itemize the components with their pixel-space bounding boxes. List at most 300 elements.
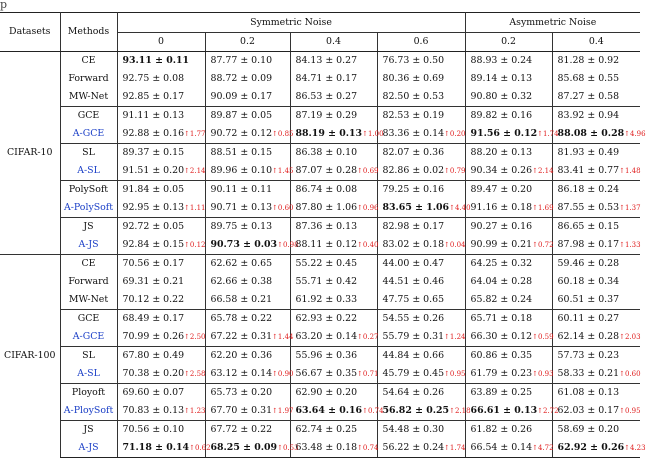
accuracy-value: 93.11 ± 0.11	[122, 55, 190, 66]
method-name: PolySoft	[60, 181, 117, 200]
result-cell	[205, 144, 290, 163]
accuracy-value: 90.27 ± 0.16	[470, 221, 533, 232]
result-cell	[377, 347, 465, 366]
accuracy-value: 88.08 ± 0.28	[557, 128, 625, 139]
accuracy-value: 86.53 ± 0.27	[295, 91, 358, 102]
accuracy-value: 87.80 ± 1.06	[295, 202, 358, 213]
table-row	[0, 236, 640, 255]
method-name: A-JS	[60, 439, 117, 458]
accuracy-value: 44.84 ± 0.66	[382, 350, 445, 361]
sym-rate-header: 0.4	[290, 33, 377, 52]
result-cell	[377, 52, 465, 71]
result-cell	[552, 365, 640, 384]
table-row	[0, 125, 640, 144]
accuracy-value: 56.22 ± 0.24	[382, 442, 445, 453]
improvement-delta: ↑0.95	[619, 407, 641, 415]
accuracy-value: 47.75 ± 0.65	[382, 294, 445, 305]
improvement-delta: ↑4.72	[532, 444, 554, 452]
accuracy-value: 88.11 ± 0.12	[295, 239, 358, 250]
improvement-delta: ↑4.96	[624, 130, 646, 138]
improvement-delta: ↑1.37	[619, 204, 641, 212]
accuracy-value: 56.82 ± 0.25	[382, 405, 450, 416]
improvement-delta: ↑1.44	[272, 333, 294, 341]
accuracy-value: 82.86 ± 0.02	[382, 165, 445, 176]
result-cell	[117, 181, 205, 200]
result-cell	[377, 273, 465, 291]
improvement-delta: ↑0.40	[357, 241, 379, 249]
accuracy-value: 88.93 ± 0.24	[470, 55, 533, 66]
accuracy-value: 84.13 ± 0.27	[295, 55, 358, 66]
result-cell	[290, 421, 377, 440]
accuracy-value: 55.22 ± 0.45	[295, 258, 358, 269]
accuracy-value: 44.51 ± 0.46	[382, 276, 445, 287]
accuracy-value: 54.64 ± 0.26	[382, 387, 445, 398]
improvement-delta: ↑2.72	[537, 407, 559, 415]
result-cell	[552, 273, 640, 291]
result-cell	[290, 402, 384, 421]
accuracy-value: 92.88 ± 0.16	[122, 128, 185, 139]
table-row	[0, 365, 640, 384]
result-cell	[205, 125, 294, 144]
result-cell	[552, 52, 640, 71]
accuracy-value: 61.92 ± 0.33	[295, 294, 358, 305]
result-cell	[205, 162, 294, 181]
result-cell	[205, 88, 290, 107]
result-cell	[465, 291, 552, 310]
result-cell	[117, 328, 205, 347]
symmetric-noise-header: Symmetric Noise	[117, 13, 465, 33]
result-cell	[377, 199, 471, 218]
result-cell	[205, 70, 290, 88]
accuracy-value: 90.09 ± 0.17	[210, 91, 273, 102]
result-cell	[205, 384, 290, 403]
method-name: A-GCE	[60, 125, 117, 144]
improvement-delta: ↑2.03	[619, 333, 641, 341]
accuracy-value: 87.77 ± 0.10	[210, 55, 273, 66]
accuracy-value: 84.71 ± 0.17	[295, 73, 358, 84]
asymmetric-noise-header: Asymmetric Noise	[465, 13, 640, 33]
improvement-delta: ↑2.14	[184, 167, 206, 175]
method-name: SL	[60, 347, 117, 366]
accuracy-value: 87.98 ± 0.17	[557, 239, 620, 250]
improvement-delta: ↑2.18	[449, 407, 471, 415]
result-cell	[117, 144, 205, 163]
accuracy-value: 82.53 ± 0.19	[382, 110, 445, 121]
table-row	[0, 181, 640, 200]
improvement-delta: ↑1.77	[184, 130, 206, 138]
accuracy-value: 70.83 ± 0.13	[122, 405, 185, 416]
result-cell	[290, 273, 377, 291]
result-cell	[205, 439, 299, 458]
accuracy-value: 86.38 ± 0.10	[295, 147, 358, 158]
result-cell	[377, 421, 465, 440]
accuracy-value: 91.84 ± 0.05	[122, 184, 185, 195]
accuracy-value: 67.72 ± 0.22	[210, 424, 273, 435]
accuracy-value: 63.48 ± 0.18	[295, 442, 358, 453]
table-row	[0, 291, 640, 310]
accuracy-value: 90.72 ± 0.12	[210, 128, 273, 139]
result-cell	[117, 365, 205, 384]
result-cell	[465, 181, 552, 200]
accuracy-value: 88.51 ± 0.15	[210, 147, 273, 158]
datasets-header: Datasets	[0, 13, 60, 52]
result-cell	[465, 88, 552, 107]
improvement-delta: ↑0.74	[357, 444, 379, 452]
accuracy-value: 89.87 ± 0.05	[210, 110, 273, 121]
result-cell	[205, 52, 290, 71]
result-cell	[290, 199, 377, 218]
improvement-delta: ↑4.23	[624, 444, 646, 452]
accuracy-value: 62.90 ± 0.20	[295, 387, 358, 398]
result-cell	[465, 310, 552, 329]
accuracy-value: 87.27 ± 0.58	[557, 91, 620, 102]
accuracy-value: 67.22 ± 0.31	[210, 331, 273, 342]
accuracy-value: 70.99 ± 0.26	[122, 331, 185, 342]
result-cell	[465, 273, 552, 291]
sym-rate-header: 0.2	[205, 33, 290, 52]
accuracy-value: 63.12 ± 0.14	[210, 368, 273, 379]
accuracy-value: 55.71 ± 0.42	[295, 276, 358, 287]
method-name: A-PloySoft	[60, 402, 117, 421]
result-cell	[552, 402, 640, 421]
accuracy-value: 70.38 ± 0.20	[122, 368, 185, 379]
table-row	[0, 199, 640, 218]
improvement-delta: ↑0.74	[362, 407, 384, 415]
accuracy-value: 62.66 ± 0.38	[210, 276, 273, 287]
sym-rate-header: 0	[117, 33, 205, 52]
result-cell	[205, 255, 290, 274]
improvement-delta: ↑4.40	[449, 204, 471, 212]
result-cell	[117, 402, 205, 421]
result-cell	[377, 310, 465, 329]
result-cell	[465, 199, 552, 218]
result-cell	[465, 365, 552, 384]
result-cell	[552, 255, 640, 274]
result-cell	[205, 273, 290, 291]
method-name: MW-Net	[60, 291, 117, 310]
improvement-delta: ↑1.00	[362, 130, 384, 138]
result-cell	[290, 310, 377, 329]
accuracy-value: 87.07 ± 0.28	[295, 165, 358, 176]
result-cell	[465, 162, 552, 181]
methods-header: Methods	[60, 13, 117, 52]
accuracy-value: 86.65 ± 0.15	[557, 221, 620, 232]
accuracy-value: 89.96 ± 0.10	[210, 165, 273, 176]
result-cell	[552, 328, 640, 347]
accuracy-value: 58.33 ± 0.21	[557, 368, 620, 379]
result-cell	[465, 421, 552, 440]
improvement-delta: ↑1.48	[619, 167, 641, 175]
table-row	[0, 328, 640, 347]
accuracy-value: 68.25 ± 0.09	[210, 442, 278, 453]
result-cell	[117, 218, 205, 237]
result-cell	[117, 291, 205, 310]
result-cell	[290, 291, 377, 310]
result-cell	[552, 347, 640, 366]
method-name: GCE	[60, 310, 117, 329]
accuracy-value: 64.04 ± 0.28	[470, 276, 533, 287]
improvement-delta: ↑1.97	[272, 407, 294, 415]
accuracy-value: 76.73 ± 0.50	[382, 55, 445, 66]
result-cell	[552, 107, 640, 126]
accuracy-value: 60.86 ± 0.35	[470, 350, 533, 361]
improvement-delta: ↑0.71	[357, 370, 379, 378]
accuracy-value: 90.99 ± 0.21	[470, 239, 533, 250]
result-cell	[552, 70, 640, 88]
result-cell	[552, 439, 646, 458]
accuracy-value: 80.36 ± 0.69	[382, 73, 445, 84]
result-cell	[377, 328, 465, 347]
table-row	[0, 88, 640, 107]
result-cell	[290, 162, 377, 181]
improvement-delta: ↑0.60	[272, 204, 294, 212]
improvement-delta: ↑0.85	[272, 130, 294, 138]
accuracy-value: 90.73 ± 0.03	[210, 239, 278, 250]
result-cell	[465, 384, 552, 403]
result-cell	[117, 199, 205, 218]
accuracy-value: 66.58 ± 0.21	[210, 294, 273, 305]
result-cell	[377, 291, 465, 310]
sym-rate-header: 0.6	[377, 33, 465, 52]
result-cell	[465, 70, 552, 88]
result-cell	[465, 52, 552, 71]
result-cell	[377, 107, 465, 126]
method-name: MW-Net	[60, 88, 117, 107]
accuracy-value: 89.14 ± 0.13	[470, 73, 533, 84]
result-cell	[290, 181, 377, 200]
result-cell	[205, 402, 294, 421]
result-cell	[117, 255, 205, 274]
method-name: A-JS	[60, 236, 117, 255]
accuracy-value: 44.00 ± 0.47	[382, 258, 445, 269]
result-cell	[552, 162, 640, 181]
result-cell	[377, 162, 465, 181]
result-cell	[205, 107, 290, 126]
accuracy-value: 91.56 ± 0.12	[470, 128, 538, 139]
method-name: A-GCE	[60, 328, 117, 347]
improvement-delta: ↑1.33	[619, 241, 641, 249]
accuracy-value: 82.07 ± 0.36	[382, 147, 445, 158]
result-cell	[205, 421, 290, 440]
result-cell	[377, 236, 465, 255]
accuracy-value: 60.18 ± 0.34	[557, 276, 620, 287]
result-cell	[465, 125, 559, 144]
accuracy-value: 89.82 ± 0.16	[470, 110, 533, 121]
result-cell	[377, 402, 471, 421]
table-row	[0, 162, 640, 181]
accuracy-value: 81.93 ± 0.49	[557, 147, 620, 158]
result-cell	[117, 125, 205, 144]
improvement-delta: ↑1.74	[537, 130, 559, 138]
result-cell	[377, 384, 465, 403]
accuracy-value: 71.18 ± 0.14	[122, 442, 190, 453]
result-cell	[377, 218, 465, 237]
improvement-delta: ↑0.96	[357, 204, 379, 212]
table-row	[0, 402, 640, 421]
result-cell	[290, 218, 377, 237]
result-cell	[552, 144, 640, 163]
result-cell	[465, 347, 552, 366]
improvement-delta: ↑0.60	[619, 370, 641, 378]
accuracy-value: 87.36 ± 0.13	[295, 221, 358, 232]
improvement-delta: ↑0.90	[272, 370, 294, 378]
accuracy-value: 60.51 ± 0.37	[557, 294, 620, 305]
result-cell	[290, 70, 377, 88]
accuracy-value: 62.03 ± 0.17	[557, 405, 620, 416]
accuracy-value: 66.54 ± 0.14	[470, 442, 533, 453]
accuracy-value: 91.11 ± 0.13	[122, 110, 185, 121]
result-cell	[552, 291, 640, 310]
improvement-delta: ↑0.04	[444, 241, 466, 249]
accuracy-value: 65.82 ± 0.24	[470, 294, 533, 305]
result-cell	[290, 439, 377, 458]
improvement-delta: ↑1.45	[272, 167, 294, 175]
caption-fragment: p	[0, 0, 8, 11]
accuracy-value: 87.55 ± 0.53	[557, 202, 620, 213]
table-row	[0, 421, 640, 440]
improvement-delta: ↑2.58	[184, 370, 206, 378]
table-row	[0, 70, 640, 88]
table-row	[0, 107, 640, 126]
accuracy-value: 63.20 ± 0.14	[295, 331, 358, 342]
improvement-delta: ↑0.12	[184, 241, 206, 249]
result-cell	[377, 439, 465, 458]
result-cell	[290, 144, 377, 163]
results-body	[0, 52, 646, 458]
method-name: CE	[60, 52, 117, 71]
accuracy-value: 66.30 ± 0.12	[470, 331, 533, 342]
accuracy-value: 89.75 ± 0.13	[210, 221, 273, 232]
accuracy-value: 69.60 ± 0.07	[122, 387, 185, 398]
result-cell	[465, 144, 552, 163]
dataset-name: CIFAR-10	[7, 147, 53, 158]
table-row	[0, 310, 640, 329]
accuracy-value: 55.96 ± 0.36	[295, 350, 358, 361]
result-cell	[552, 384, 640, 403]
accuracy-value: 92.75 ± 0.08	[122, 73, 185, 84]
accuracy-value: 83.02 ± 0.18	[382, 239, 445, 250]
result-cell	[552, 88, 640, 107]
accuracy-value: 91.16 ± 0.18	[470, 202, 533, 213]
result-cell	[290, 125, 384, 144]
result-cell	[117, 310, 205, 329]
method-name: Forward	[60, 70, 117, 88]
improvement-delta: ↑0.72	[532, 241, 554, 249]
improvement-delta: ↑1.74	[444, 444, 466, 452]
accuracy-value: 61.08 ± 0.13	[557, 387, 620, 398]
table-row	[0, 384, 640, 403]
method-name: JS	[60, 421, 117, 440]
accuracy-value: 54.55 ± 0.26	[382, 313, 445, 324]
result-cell	[552, 199, 640, 218]
improvement-delta: ↑0.62	[189, 444, 211, 452]
accuracy-value: 83.92 ± 0.94	[557, 110, 620, 121]
result-cell	[465, 218, 552, 237]
result-cell	[465, 328, 552, 347]
method-name: Ployoft	[60, 384, 117, 403]
method-name: SL	[60, 144, 117, 163]
table-row	[0, 144, 640, 163]
method-name: A-SL	[60, 365, 117, 384]
result-cell	[117, 273, 205, 291]
accuracy-value: 86.74 ± 0.08	[295, 184, 358, 195]
result-cell	[117, 439, 211, 458]
accuracy-value: 83.36 ± 0.14	[382, 128, 445, 139]
result-cell	[205, 291, 290, 310]
accuracy-value: 90.71 ± 0.13	[210, 202, 273, 213]
result-cell	[205, 218, 290, 237]
table-row	[0, 255, 640, 274]
result-cell	[205, 181, 290, 200]
accuracy-value: 65.78 ± 0.22	[210, 313, 273, 324]
method-name: JS	[60, 218, 117, 237]
improvement-delta: ↑1.23	[184, 407, 206, 415]
method-name: A-SL	[60, 162, 117, 181]
result-cell	[205, 199, 294, 218]
result-cell	[465, 255, 552, 274]
result-cell	[205, 236, 299, 255]
accuracy-value: 92.85 ± 0.17	[122, 91, 185, 102]
accuracy-value: 79.25 ± 0.16	[382, 184, 445, 195]
accuracy-value: 83.41 ± 0.77	[557, 165, 620, 176]
result-cell	[377, 255, 465, 274]
table-row	[0, 273, 640, 291]
result-cell	[205, 347, 290, 366]
accuracy-value: 59.46 ± 0.28	[557, 258, 620, 269]
result-cell	[377, 365, 465, 384]
method-name: CE	[60, 255, 117, 274]
table-row	[0, 52, 640, 71]
table-row	[0, 347, 640, 366]
result-cell	[552, 125, 646, 144]
accuracy-value: 62.62 ± 0.65	[210, 258, 273, 269]
result-cell	[290, 107, 377, 126]
accuracy-value: 91.51 ± 0.20	[122, 165, 185, 176]
asym-rate-header: 0.4	[552, 33, 640, 52]
improvement-delta: ↑0.98	[277, 241, 299, 249]
accuracy-value: 70.56 ± 0.10	[122, 424, 185, 435]
table-row	[0, 218, 640, 237]
result-cell	[552, 421, 640, 440]
result-cell	[205, 328, 294, 347]
result-cell	[205, 365, 294, 384]
accuracy-value: 70.12 ± 0.22	[122, 294, 185, 305]
accuracy-value: 58.69 ± 0.20	[557, 424, 620, 435]
accuracy-value: 90.80 ± 0.32	[470, 91, 533, 102]
accuracy-value: 82.50 ± 0.53	[382, 91, 445, 102]
accuracy-value: 92.95 ± 0.13	[122, 202, 185, 213]
improvement-delta: ↑2.50	[184, 333, 206, 341]
accuracy-value: 92.72 ± 0.05	[122, 221, 185, 232]
accuracy-value: 65.71 ± 0.18	[470, 313, 533, 324]
accuracy-value: 86.18 ± 0.24	[557, 184, 620, 195]
accuracy-value: 57.73 ± 0.23	[557, 350, 620, 361]
accuracy-value: 55.79 ± 0.31	[382, 331, 445, 342]
result-cell	[552, 236, 640, 255]
result-cell	[117, 88, 205, 107]
result-cell	[290, 347, 377, 366]
accuracy-value: 89.47 ± 0.20	[470, 184, 533, 195]
accuracy-value: 56.67 ± 0.35	[295, 368, 358, 379]
method-name: A-PolySoft	[60, 199, 117, 218]
result-cell	[117, 347, 205, 366]
result-cell	[377, 144, 465, 163]
result-cell	[377, 88, 465, 107]
accuracy-value: 81.28 ± 0.92	[557, 55, 620, 66]
result-cell	[117, 236, 205, 255]
result-cell	[117, 70, 205, 88]
result-cell	[552, 218, 640, 237]
